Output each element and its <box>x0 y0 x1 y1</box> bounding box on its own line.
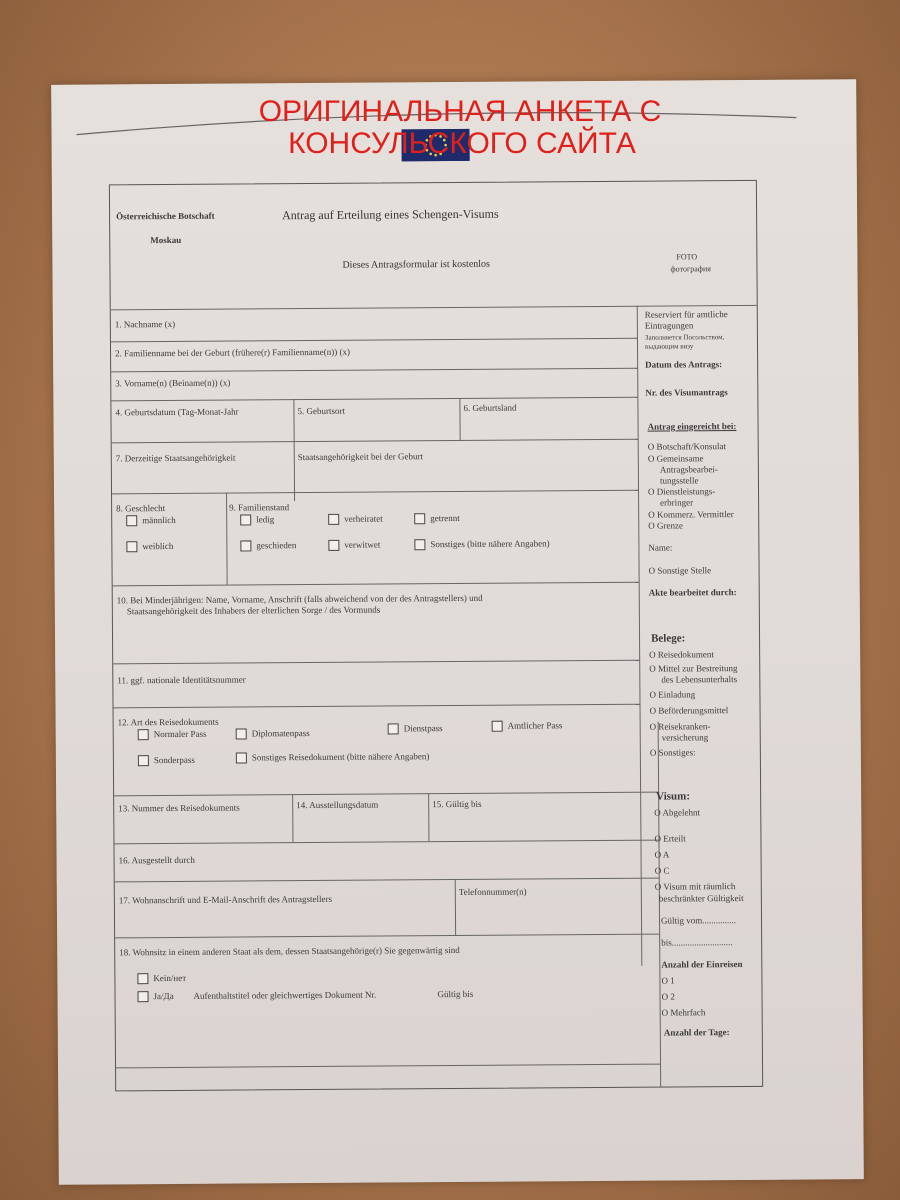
name-label: Name: <box>648 542 673 553</box>
separated-label: getrennt <box>430 512 460 524</box>
field-1-label: 1. Nachname (x) <box>114 318 176 330</box>
visa-heading: Visum: <box>656 790 691 803</box>
doc-invitation[interactable]: O Einladung <box>649 689 696 700</box>
no-label: Kein/нет <box>153 972 187 984</box>
form-free-note: Dieses Antragsformular ist kostenlos <box>342 258 490 271</box>
special-passport-label: Sonderpass <box>153 754 195 766</box>
entries-multiple[interactable]: O Mehrfach <box>661 1007 706 1018</box>
entries-heading: Anzahl der Einreisen <box>661 959 743 970</box>
field-18-label: 18. Wohnsitz in einem anderen Staat als dem, dessen Staatsangehörige(r) Sie gegenwärtig sind <box>119 944 460 958</box>
option-service-provider-2: erbringer <box>660 497 694 508</box>
field-6-label: 6. Geburtsland <box>463 402 517 413</box>
option-commercial-intermediary[interactable]: O Kommerz. Vermittler <box>648 509 734 520</box>
caption-line-2: КОНСУЛЬСКОГО САЙТА <box>288 127 636 160</box>
diplomatic-passport-label: Diplomatenpass <box>251 728 310 739</box>
embassy-name: Österreichische Botschaft <box>116 210 215 222</box>
processed-by-label: Akte bearbeitet durch: <box>648 587 737 598</box>
official-passport-label: Amtlicher Pass <box>507 720 563 731</box>
caption-line-1: ОРИГИНАЛЬНАЯ АНКЕТА С <box>258 95 662 128</box>
field-15-label: 15. Gültig bis <box>432 798 482 810</box>
valid-from-label: Gültig vom............... <box>660 915 737 926</box>
phone-label: Telefonnummer(n) <box>458 886 527 897</box>
married-label: verheiratet <box>344 513 383 524</box>
doc-travel-insurance-2: versicherung <box>661 732 709 743</box>
doc-means-of-subsistence-2: des Lebensunterhalts <box>661 674 738 685</box>
field-4-label: 4. Geburtsdatum (Tag-Monat-Jahr <box>115 406 239 418</box>
male-label: männlich <box>142 514 176 526</box>
valid-until-right-label: bis........................... <box>661 937 733 948</box>
field-7b-label: Staatsangehörigkeit bei der Geburt <box>297 451 424 463</box>
doc-means-of-subsistence[interactable]: O Mittel zur Bestreitung <box>649 663 738 674</box>
field-14-label: 14. Ausstellungsdatum <box>296 799 379 811</box>
checkbox-other-document[interactable] <box>236 752 247 763</box>
reserved-label-ru-2: выдающим визу <box>644 342 694 351</box>
doc-transport[interactable]: O Beförderungsmittel <box>649 705 729 716</box>
field-11-label: 11. ggf. nationale Identitätsnummer <box>117 674 246 686</box>
doc-travel-document[interactable]: O Reisedokument <box>649 649 714 660</box>
field-3-label: 3. Vorname(n) (Beiname(n)) (x) <box>115 377 231 389</box>
visa-type-c[interactable]: O C <box>654 865 670 876</box>
visa-issued[interactable]: O Erteilt <box>654 833 686 844</box>
checkbox-official-passport[interactable] <box>492 721 503 732</box>
option-common-processing-2: Antragsbearbei- <box>659 464 718 475</box>
reserved-label-2: Eintragungen <box>644 320 694 331</box>
widowed-label: verwitwet <box>344 539 381 550</box>
embassy-city: Moskau <box>150 234 182 246</box>
checkbox-married[interactable] <box>328 514 339 525</box>
field-2-label: 2. Familienname bei der Geburt (frühere(r) Familienname(n)) (x) <box>115 346 350 359</box>
doc-other[interactable]: O Sonstiges: <box>649 747 696 758</box>
field-13-label: 13. Nummer des Reisedokuments <box>118 802 240 814</box>
visa-limited-validity-2: beschränkter Gültigkeit <box>658 893 744 904</box>
application-date-label: Datum des Antrags: <box>645 359 723 370</box>
service-passport-label: Dienstpass <box>403 723 443 734</box>
visa-application-form <box>109 180 763 1092</box>
option-other-office[interactable]: O Sonstige Stelle <box>648 565 712 576</box>
checkbox-other-status[interactable] <box>414 539 425 550</box>
form-paper <box>51 79 864 1185</box>
field-10-label: 10. Bei Minderjährigen: Name, Vorname, Anschrift (falls abweichend von der des Antragstellers) und <box>116 592 483 606</box>
application-number-label: Nr. des Visumantrags <box>645 387 728 398</box>
checkbox-widowed[interactable] <box>328 540 339 551</box>
single-label: ledig <box>256 514 275 525</box>
red-overlay-caption <box>0 96 900 160</box>
field-8-label: 8. Geschlecht <box>116 503 166 514</box>
visa-limited-validity[interactable]: O Visum mit räumlich <box>654 881 736 892</box>
option-common-processing-3: tungsstelle <box>659 475 699 486</box>
photo-label: FOTO <box>676 252 698 262</box>
divorced-label: geschieden <box>256 540 297 551</box>
field-16-label: 16. Ausgestellt durch <box>118 854 195 866</box>
checkbox-female[interactable] <box>126 541 137 552</box>
option-border[interactable]: O Grenze <box>648 520 684 531</box>
checkbox-yes[interactable] <box>138 991 149 1002</box>
checkbox-diplomatic-passport[interactable] <box>236 728 247 739</box>
female-label: weiblich <box>142 540 174 552</box>
checkbox-special-passport[interactable] <box>138 755 149 766</box>
option-service-provider[interactable]: O Dienstleistungs- <box>647 486 716 497</box>
checkbox-no[interactable] <box>137 973 148 984</box>
checkbox-service-passport[interactable] <box>388 723 399 734</box>
form-title: Antrag auf Erteilung eines Schengen-Visums <box>282 206 499 223</box>
visa-refused[interactable]: O Abgelehnt <box>654 807 701 818</box>
checkbox-divorced[interactable] <box>240 540 251 551</box>
doc-travel-insurance[interactable]: O Reisekranken- <box>649 721 711 732</box>
yes-label: Ja/Да <box>153 990 174 1002</box>
valid-until-label: Gültig bis <box>437 988 474 1000</box>
submitted-at-label: Antrag eingereicht bei: <box>647 421 737 432</box>
entries-one[interactable]: O 1 <box>661 975 675 986</box>
checkbox-normal-passport[interactable] <box>138 729 149 740</box>
reserved-label: Reserviert für amtliche <box>644 309 728 320</box>
checkbox-separated[interactable] <box>414 513 425 524</box>
reserved-label-ru: Заполняется Посольством, <box>644 333 725 342</box>
entries-two[interactable]: O 2 <box>661 991 675 1002</box>
other-status-label: Sonstiges (bitte nähere Angaben) <box>430 538 550 550</box>
field-9-label: 9. Familienstand <box>229 502 290 513</box>
photo-label-ru: фотография <box>670 264 711 274</box>
visa-type-a[interactable]: O A <box>654 849 670 860</box>
days-heading: Anzahl der Tage: <box>663 1027 730 1038</box>
field-5-label: 5. Geburtsort <box>297 405 345 417</box>
other-document-label: Sonstiges Reisedokument (bitte nähere Angaben) <box>251 751 430 763</box>
option-common-processing[interactable]: O Gemeinsame <box>647 453 704 464</box>
checkbox-male[interactable] <box>126 515 137 526</box>
field-12-label: 12. Art des Reisedokuments <box>117 716 219 728</box>
normal-passport-label: Normaler Pass <box>153 728 207 740</box>
field-7-label: 7. Derzeitige Staatsangehörigkeit <box>115 452 236 464</box>
option-embassy[interactable]: O Botschaft/Konsulat <box>647 441 726 452</box>
checkbox-single[interactable] <box>240 514 251 525</box>
field-10-label-line2: Staatsangehörigkeit des Inhabers der elterlichen Sorge / des Vormunds <box>126 604 381 617</box>
residence-permit-label: Aufenthaltstitel oder gleichwertiges Dokument Nr. <box>193 989 377 1001</box>
documents-heading: Belege: <box>651 632 686 645</box>
field-17-label: 17. Wohnanschrift und E-Mail-Anschrift des Antragstellers <box>118 893 332 906</box>
